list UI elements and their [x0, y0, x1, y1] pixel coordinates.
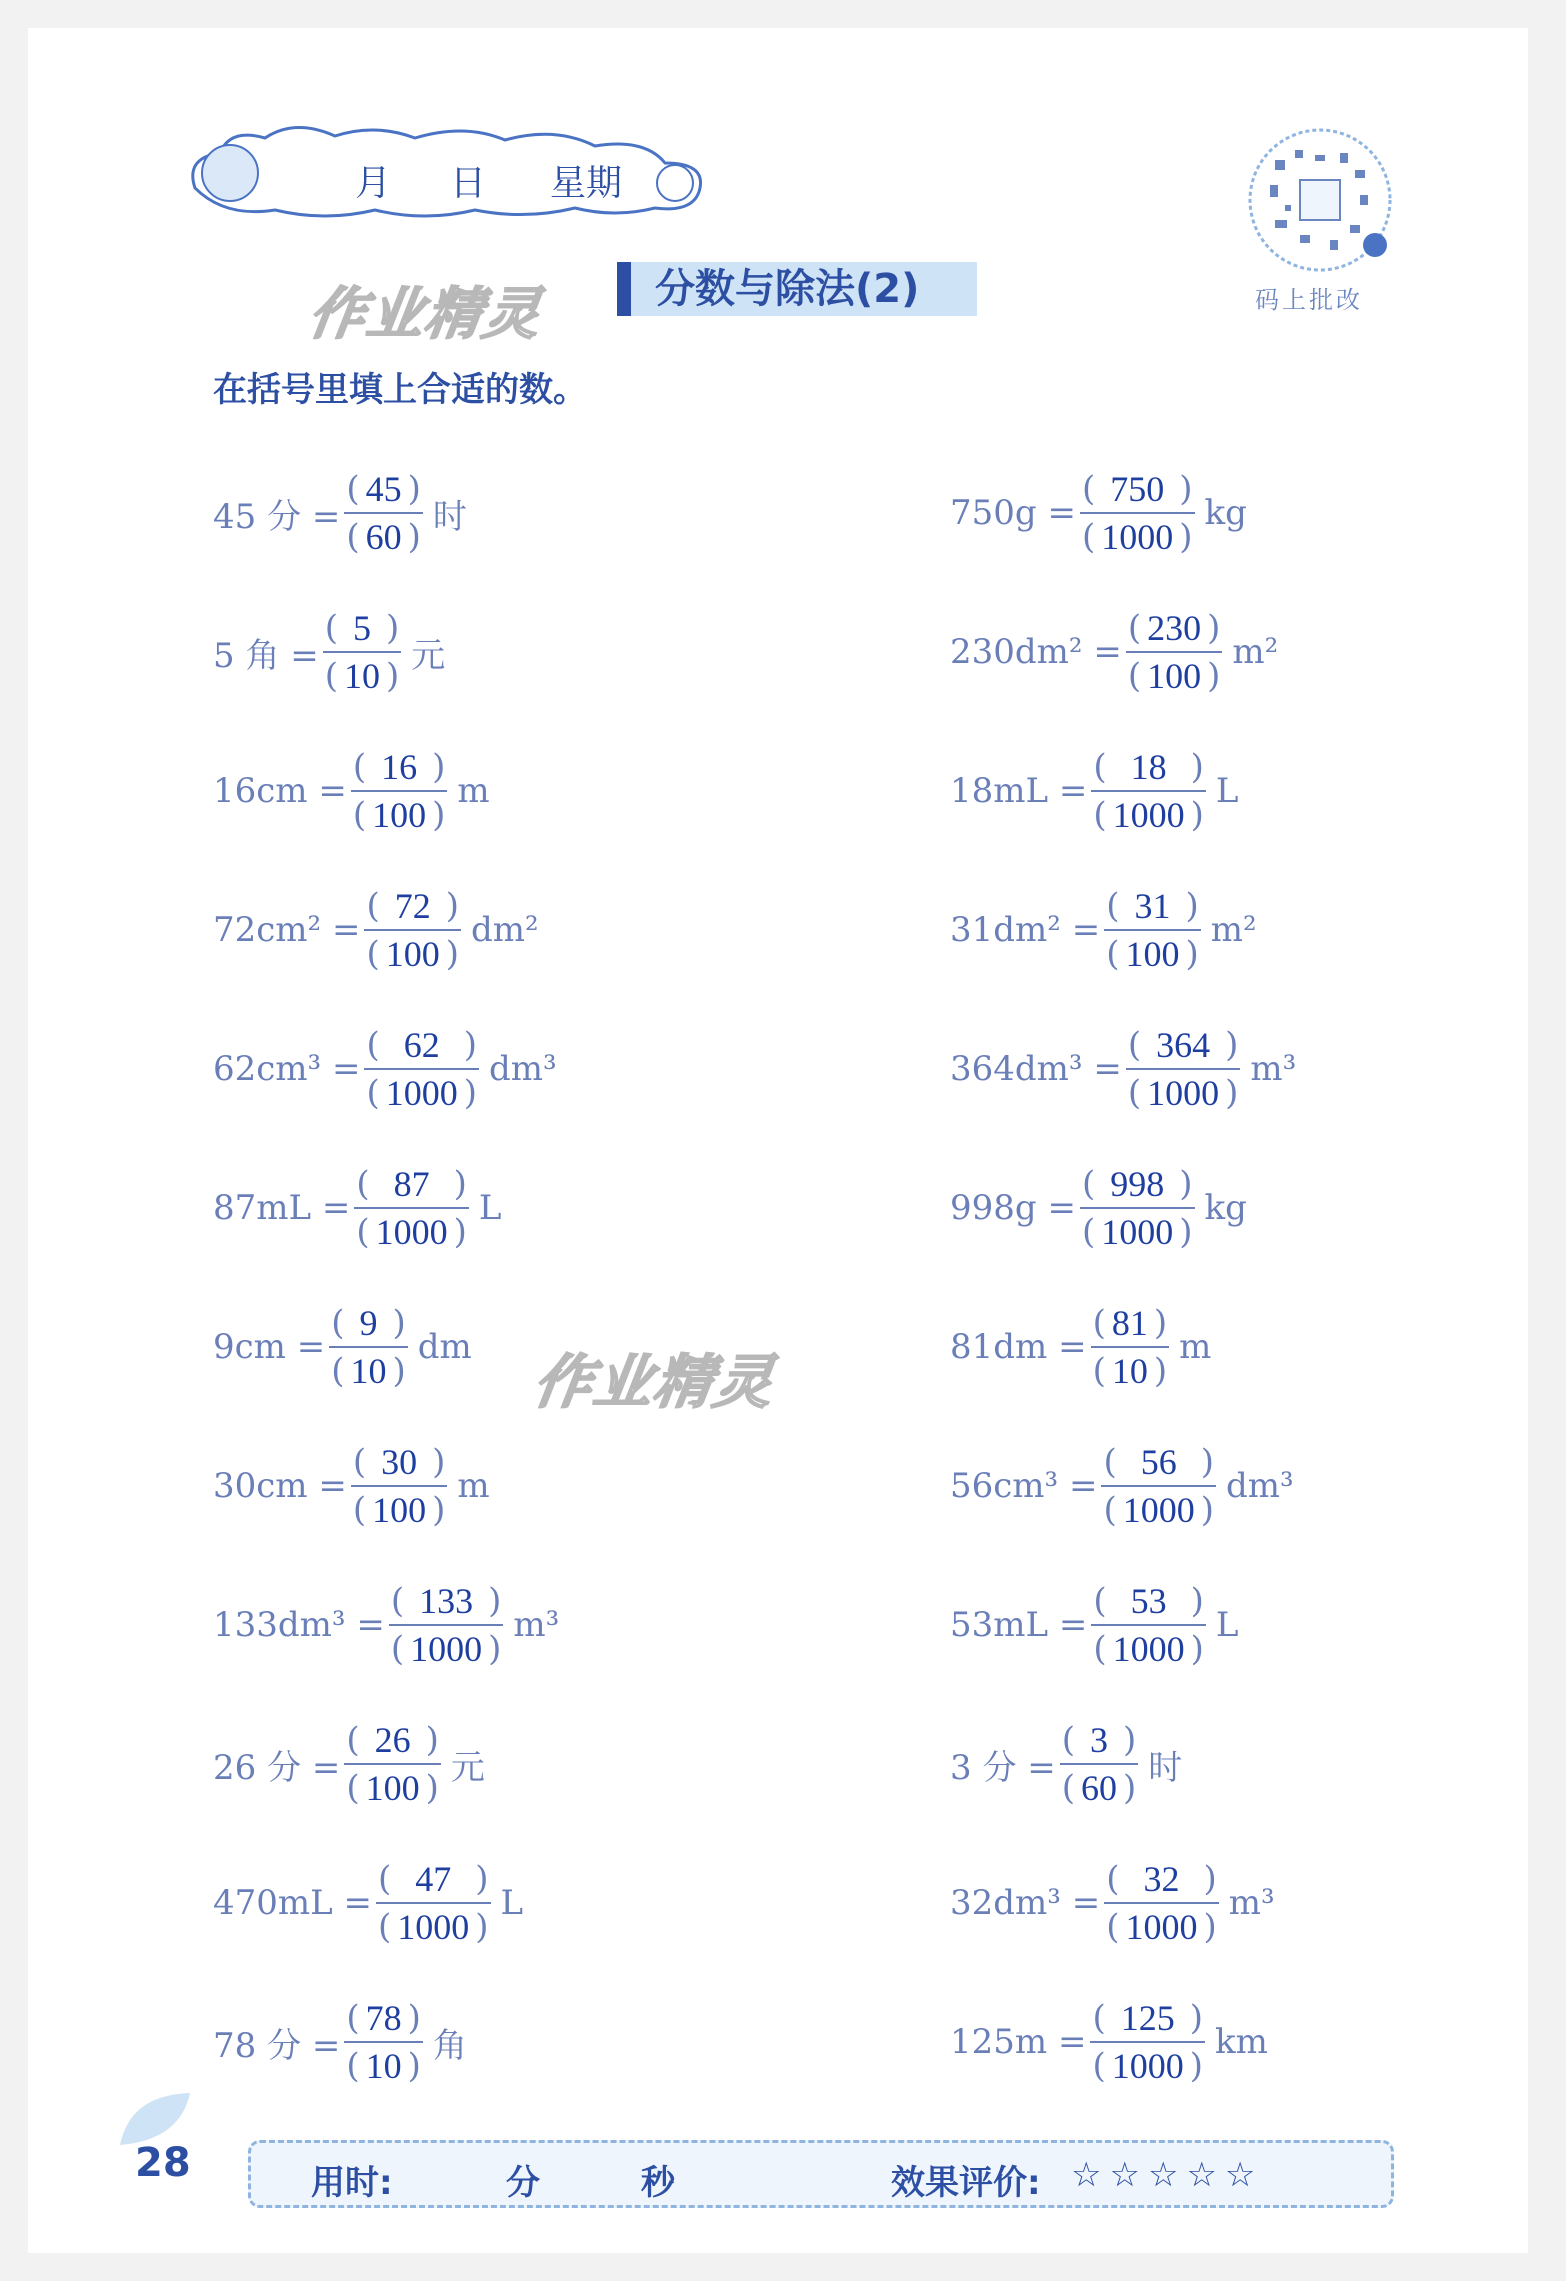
numerator-blank[interactable]: ( 750 )	[1081, 469, 1193, 509]
problem-lhs: 45 分 =	[213, 496, 341, 537]
problem-unit: L	[1215, 1605, 1239, 1645]
problem-lhs: 133dm³ =	[213, 1605, 385, 1645]
denominator-answer: 10	[350, 1351, 387, 1391]
problem-unit: kg	[1204, 1188, 1247, 1228]
problem-unit: m³	[513, 1605, 560, 1645]
fraction	[1104, 883, 1201, 977]
numerator-blank[interactable]: ( 53 )	[1093, 1581, 1204, 1621]
problem-item	[213, 604, 445, 700]
denominator-blank[interactable]: ( 1000 )	[356, 1212, 467, 1252]
problem-item	[950, 882, 1257, 978]
numerator-answer: 56	[1140, 1442, 1177, 1482]
numerator-blank[interactable]: ( 78 )	[346, 1998, 421, 2038]
problem-item	[950, 743, 1239, 839]
denominator-blank[interactable]: ( 1000 )	[1093, 1629, 1204, 1669]
problem-item	[950, 1994, 1268, 2090]
problem-item	[213, 1855, 523, 1951]
problem-unit: dm³	[1226, 1466, 1294, 1506]
numerator-answer: 18	[1130, 747, 1167, 787]
denominator-answer: 1000	[1112, 795, 1185, 835]
fraction	[1126, 1022, 1241, 1116]
time-label: 用时:	[311, 2163, 393, 2203]
numerator-answer: 9	[359, 1303, 378, 1343]
numerator-blank[interactable]: ( 16 )	[352, 747, 446, 787]
numerator-answer: 72	[394, 886, 431, 926]
problem-lhs: 62cm³ =	[213, 1049, 361, 1089]
numerator-blank[interactable]: ( 45 )	[346, 469, 421, 509]
fraction	[364, 883, 461, 977]
problem-lhs: 125m =	[950, 2022, 1087, 2062]
denominator-answer: 10	[1111, 1351, 1148, 1391]
problem-lhs: 53mL =	[950, 1605, 1088, 1645]
problem-item	[213, 1994, 467, 2090]
numerator-blank[interactable]: ( 72 )	[366, 886, 460, 926]
denominator-answer: 100	[1147, 656, 1202, 696]
problem-unit: dm	[417, 1327, 472, 1367]
problem-item	[213, 465, 467, 561]
numerator-blank[interactable]: ( 81 )	[1092, 1303, 1168, 1343]
problem-lhs: 16cm =	[213, 771, 347, 811]
denominator-blank[interactable]: ( 100 )	[1127, 656, 1221, 696]
problem-lhs: 56cm³ =	[950, 1466, 1098, 1506]
problem-lhs: 5 角 =	[213, 635, 319, 676]
problem-unit: L	[1215, 771, 1239, 811]
seconds-label: 秒	[641, 2163, 675, 2203]
title-marker	[617, 262, 631, 316]
numerator-answer: 32	[1143, 1859, 1180, 1899]
numerator-blank[interactable]: ( 47 )	[378, 1859, 489, 1899]
denominator-answer: 1000	[410, 1629, 483, 1669]
problem-unit: m²	[1210, 910, 1257, 950]
problem-unit: L	[500, 1883, 524, 1923]
denominator-blank[interactable]: ( 100 )	[346, 1768, 439, 1808]
problem-lhs: 30cm =	[213, 1466, 347, 1506]
denominator-answer: 1000	[1122, 1490, 1195, 1530]
numerator-blank[interactable]: ( 998 )	[1081, 1164, 1193, 1204]
fraction	[389, 1578, 504, 1672]
problem-unit: dm³	[489, 1049, 557, 1089]
problem-unit: m	[457, 1466, 490, 1506]
numerator-answer: 364	[1156, 1025, 1211, 1065]
problem-lhs: 998g =	[950, 1188, 1076, 1228]
problem-lhs: 72cm² =	[213, 910, 361, 950]
problem-item	[213, 1716, 485, 1812]
fraction	[1091, 1578, 1206, 1672]
numerator-answer: 3	[1090, 1720, 1109, 1760]
watermark: 作业精灵	[304, 282, 546, 347]
numerator-blank[interactable]: ( 125 )	[1092, 1998, 1203, 2038]
numerator-answer: 45	[365, 469, 402, 509]
fraction	[1104, 1856, 1219, 1950]
fraction	[323, 605, 402, 699]
denominator-answer: 100	[1125, 934, 1180, 974]
page-number: 28	[135, 2140, 191, 2186]
numerator-answer: 5	[353, 608, 372, 648]
denominator-blank[interactable]: ( 1000 )	[1092, 2046, 1203, 2086]
numerator-blank[interactable]: ( 26 )	[346, 1720, 439, 1760]
numerator-blank[interactable]: ( 62 )	[366, 1025, 478, 1065]
numerator-blank[interactable]: ( 9 )	[331, 1303, 406, 1343]
problem-unit: m²	[1232, 632, 1279, 672]
denominator-answer: 60	[1081, 1768, 1118, 1808]
fraction	[351, 744, 448, 838]
denominator-blank[interactable]: ( 1000 )	[1106, 1907, 1217, 1947]
denominator-answer: 100	[372, 795, 427, 835]
denominator-blank[interactable]: ( 1000 )	[1127, 1073, 1239, 1113]
fraction	[1101, 1439, 1216, 1533]
numerator-answer: 133	[419, 1581, 474, 1621]
denominator-answer: 1000	[1101, 1212, 1174, 1252]
numerator-blank[interactable]: ( 18 )	[1093, 747, 1204, 787]
problem-lhs: 31dm² =	[950, 910, 1101, 950]
problem-item	[950, 1299, 1211, 1395]
problem-unit: dm²	[471, 910, 539, 950]
numerator-blank[interactable]: ( 30 )	[352, 1442, 446, 1482]
rating-label: 效果评价:	[891, 2163, 1041, 2203]
numerator-answer: 16	[381, 747, 418, 787]
problem-unit: kg	[1204, 493, 1247, 533]
numerator-blank[interactable]: ( 133 )	[390, 1581, 502, 1621]
problem-item	[213, 1021, 557, 1117]
numerator-answer: 47	[415, 1859, 452, 1899]
denominator-blank[interactable]: ( 10 )	[331, 1351, 406, 1391]
denominator-answer: 1000	[1101, 517, 1174, 557]
denominator-blank[interactable]: ( 60 )	[1061, 1768, 1137, 1808]
month-label: 月	[355, 163, 392, 204]
problem-unit: km	[1214, 2022, 1268, 2062]
denominator-blank[interactable]: ( 100 )	[366, 934, 460, 974]
denominator-answer: 10	[365, 2046, 402, 2086]
problem-lhs: 3 分 =	[950, 1747, 1056, 1788]
problem-lhs: 32dm³ =	[950, 1883, 1101, 1923]
problem-item	[213, 1160, 502, 1256]
qr-caption: 码上批改	[1255, 286, 1363, 314]
problem-lhs: 81dm =	[950, 1327, 1087, 1367]
date-fields	[355, 155, 622, 206]
numerator-answer: 30	[381, 1442, 418, 1482]
problem-unit: 时	[1148, 1747, 1183, 1788]
denominator-answer: 1000	[385, 1073, 458, 1113]
problem-item	[950, 1855, 1275, 1951]
fraction	[1090, 1995, 1205, 2089]
fraction	[351, 1439, 448, 1533]
problem-lhs: 9cm =	[213, 1327, 326, 1367]
problem-unit: m	[1179, 1327, 1212, 1367]
denominator-answer: 1000	[397, 1907, 470, 1947]
denominator-answer: 1000	[375, 1212, 448, 1252]
watermark: 作业精灵	[529, 1348, 780, 1416]
denominator-answer: 10	[344, 656, 381, 696]
page-title: 分数与除法(2)	[655, 266, 920, 312]
problem-item	[213, 1438, 490, 1534]
problem-item	[213, 1299, 472, 1395]
problem-unit: m	[457, 771, 490, 811]
denominator-answer: 1000	[1147, 1073, 1220, 1113]
minutes-label: 分	[506, 2163, 540, 2203]
denominator-blank[interactable]: ( 10 )	[324, 656, 400, 696]
numerator-answer: 31	[1134, 886, 1171, 926]
weekday-label: 星期	[550, 163, 623, 204]
day-label: 日	[450, 163, 487, 204]
denominator-blank[interactable]: ( 100 )	[1106, 934, 1199, 974]
denominator-blank[interactable]: ( 10 )	[346, 2046, 421, 2086]
problem-unit: 角	[432, 2025, 467, 2066]
denominator-blank[interactable]: ( 1000 )	[390, 1629, 502, 1669]
denominator-blank[interactable]: ( 1000 )	[1103, 1490, 1215, 1530]
problem-unit: m³	[1228, 1883, 1275, 1923]
denominator-answer: 100	[385, 934, 440, 974]
numerator-answer: 26	[374, 1720, 411, 1760]
problem-unit: 元	[450, 1747, 485, 1788]
fraction	[1060, 1717, 1139, 1811]
problem-lhs: 87mL =	[213, 1188, 351, 1228]
problem-item	[950, 1160, 1247, 1256]
fraction	[1091, 744, 1206, 838]
denominator-blank[interactable]: ( 1000 )	[1081, 1212, 1193, 1252]
denominator-answer: 1000	[1111, 2046, 1184, 2086]
fraction	[1126, 605, 1223, 699]
denominator-blank[interactable]: ( 100 )	[352, 1490, 446, 1530]
problem-unit: L	[478, 1188, 502, 1228]
problem-lhs: 750g =	[950, 493, 1076, 533]
denominator-blank[interactable]: ( 100 )	[352, 795, 446, 835]
problem-item	[950, 1716, 1182, 1812]
denominator-answer: 60	[365, 517, 402, 557]
denominator-answer: 100	[365, 1768, 420, 1808]
problem-lhs: 26 分 =	[213, 1747, 341, 1788]
numerator-answer: 53	[1130, 1581, 1167, 1621]
denominator-blank[interactable]: ( 1000 )	[1093, 795, 1204, 835]
denominator-blank[interactable]: ( 60 )	[346, 517, 421, 557]
numerator-answer: 81	[1111, 1303, 1148, 1343]
rating-stars[interactable]: ☆☆☆☆☆	[1071, 2155, 1264, 2195]
fraction	[344, 466, 423, 560]
problem-lhs: 18mL =	[950, 771, 1088, 811]
denominator-answer: 1000	[1125, 1907, 1198, 1947]
fraction	[354, 1161, 469, 1255]
numerator-blank[interactable]: ( 32 )	[1106, 1859, 1217, 1899]
numerator-blank[interactable]: ( 3 )	[1061, 1720, 1137, 1760]
numerator-blank[interactable]: ( 56 )	[1103, 1442, 1215, 1482]
denominator-blank[interactable]: ( 1000 )	[378, 1907, 489, 1947]
problem-item	[950, 1021, 1296, 1117]
problem-unit: 元	[411, 635, 446, 676]
numerator-answer: 125	[1120, 1998, 1175, 2038]
numerator-answer: 78	[365, 1998, 402, 2038]
qr-code[interactable]	[1245, 125, 1395, 275]
problem-unit: 时	[432, 496, 467, 537]
fraction	[1091, 1300, 1170, 1394]
numerator-answer: 230	[1147, 608, 1202, 648]
problem-lhs: 364dm³ =	[950, 1049, 1122, 1089]
problem-item	[950, 465, 1247, 561]
problem-item	[213, 1577, 559, 1673]
fraction	[344, 1717, 441, 1811]
footer-bar	[248, 2140, 1394, 2208]
numerator-blank[interactable]: ( 5 )	[324, 608, 400, 648]
problem-lhs: 78 分 =	[213, 2025, 341, 2066]
numerator-blank[interactable]: ( 31 )	[1106, 886, 1199, 926]
problem-item	[950, 604, 1278, 700]
problem-item	[213, 743, 490, 839]
numerator-blank[interactable]: ( 230 )	[1127, 608, 1221, 648]
denominator-answer: 1000	[1112, 1629, 1185, 1669]
denominator-blank[interactable]: ( 1000 )	[366, 1073, 478, 1113]
denominator-answer: 100	[372, 1490, 427, 1530]
instruction: 在括号里填上合适的数。	[213, 370, 587, 410]
numerator-answer: 62	[403, 1025, 440, 1065]
fraction	[364, 1022, 479, 1116]
problem-lhs: 470mL =	[213, 1883, 373, 1923]
problem-lhs: 230dm² =	[950, 632, 1122, 672]
fraction	[329, 1300, 408, 1394]
numerator-answer: 750	[1110, 469, 1165, 509]
numerator-blank[interactable]: ( 364 )	[1127, 1025, 1239, 1065]
denominator-blank[interactable]: ( 10 )	[1092, 1351, 1168, 1391]
numerator-answer: 87	[393, 1164, 430, 1204]
fraction	[344, 1995, 423, 2089]
problem-item	[213, 882, 539, 978]
fraction	[1080, 1161, 1195, 1255]
problem-item	[950, 1438, 1294, 1534]
problem-unit: m³	[1250, 1049, 1297, 1089]
problem-item	[950, 1577, 1239, 1673]
denominator-blank[interactable]: ( 1000 )	[1081, 517, 1193, 557]
numerator-blank[interactable]: ( 87 )	[356, 1164, 467, 1204]
fraction	[376, 1856, 491, 1950]
fraction	[1080, 466, 1195, 560]
numerator-answer: 998	[1110, 1164, 1165, 1204]
